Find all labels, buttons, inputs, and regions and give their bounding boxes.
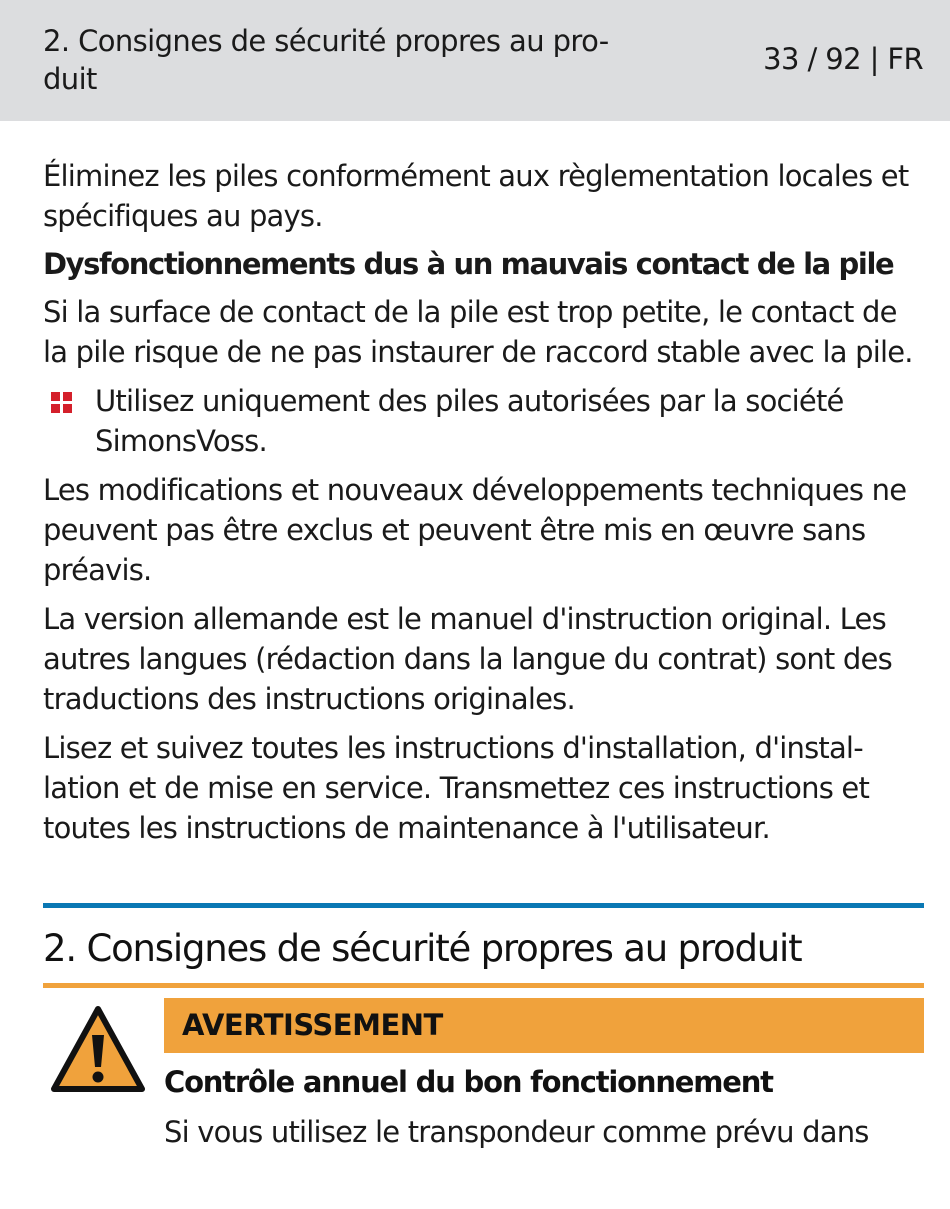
- paragraph-modifications: Les modifications et nouveaux développements techniques ne peuvent pas être exclus et peuvent être mis en œuvre sans préavis.: [43, 473, 907, 587]
- paragraph-disposal: Éliminez les piles conformément aux règlementation locales et spécifiques au pays.: [43, 159, 909, 233]
- warning-divider: [43, 983, 924, 988]
- warning-label: AVERTISSEMENT: [182, 1008, 443, 1042]
- paragraph-contact: Si la surface de contact de la pile est trop petite, le contact de la pile risque de ne pas instaurer de raccord stable avec la pile.: [43, 295, 913, 369]
- list-item: [43, 381, 927, 461]
- paragraph-instructions: Lisez et suivez toutes les instructions d'installation, d'instal-lation et de mise en service. Transmettez ces instructions et toutes les instructions de maintenance à l'utilisateur.: [43, 731, 870, 845]
- header-title: 2. Consignes de sécurité propres au pro-duit: [43, 24, 609, 96]
- main-content: [43, 156, 927, 857]
- paragraph-language: La version allemande est le manuel d'instruction original. Les autres langues (rédaction dans la langue du contrat) sont des traductions des instructions originales.: [43, 602, 892, 716]
- warning-subtitle: Contrôle annuel du bon fonctionnement: [164, 1065, 773, 1099]
- warning-triangle-icon: [50, 1005, 146, 1093]
- page-header: [0, 0, 950, 121]
- bullet-text: Utilisez uniquement des piles autorisées par la société SimonsVoss.: [95, 384, 844, 458]
- section-divider: [43, 903, 924, 908]
- warning-text: Si vous utilisez le transpondeur comme prévu dans: [164, 1115, 869, 1149]
- heading-malfunction: Dysfonctionnements dus à un mauvais contact de la pile: [43, 247, 894, 281]
- page-indicator: 33 / 92 | FR: [763, 42, 923, 76]
- bullet-squares-icon: [43, 381, 95, 414]
- section-title: 2. Consignes de sécurité propres au produit: [43, 927, 802, 970]
- warning-banner: [164, 998, 924, 1053]
